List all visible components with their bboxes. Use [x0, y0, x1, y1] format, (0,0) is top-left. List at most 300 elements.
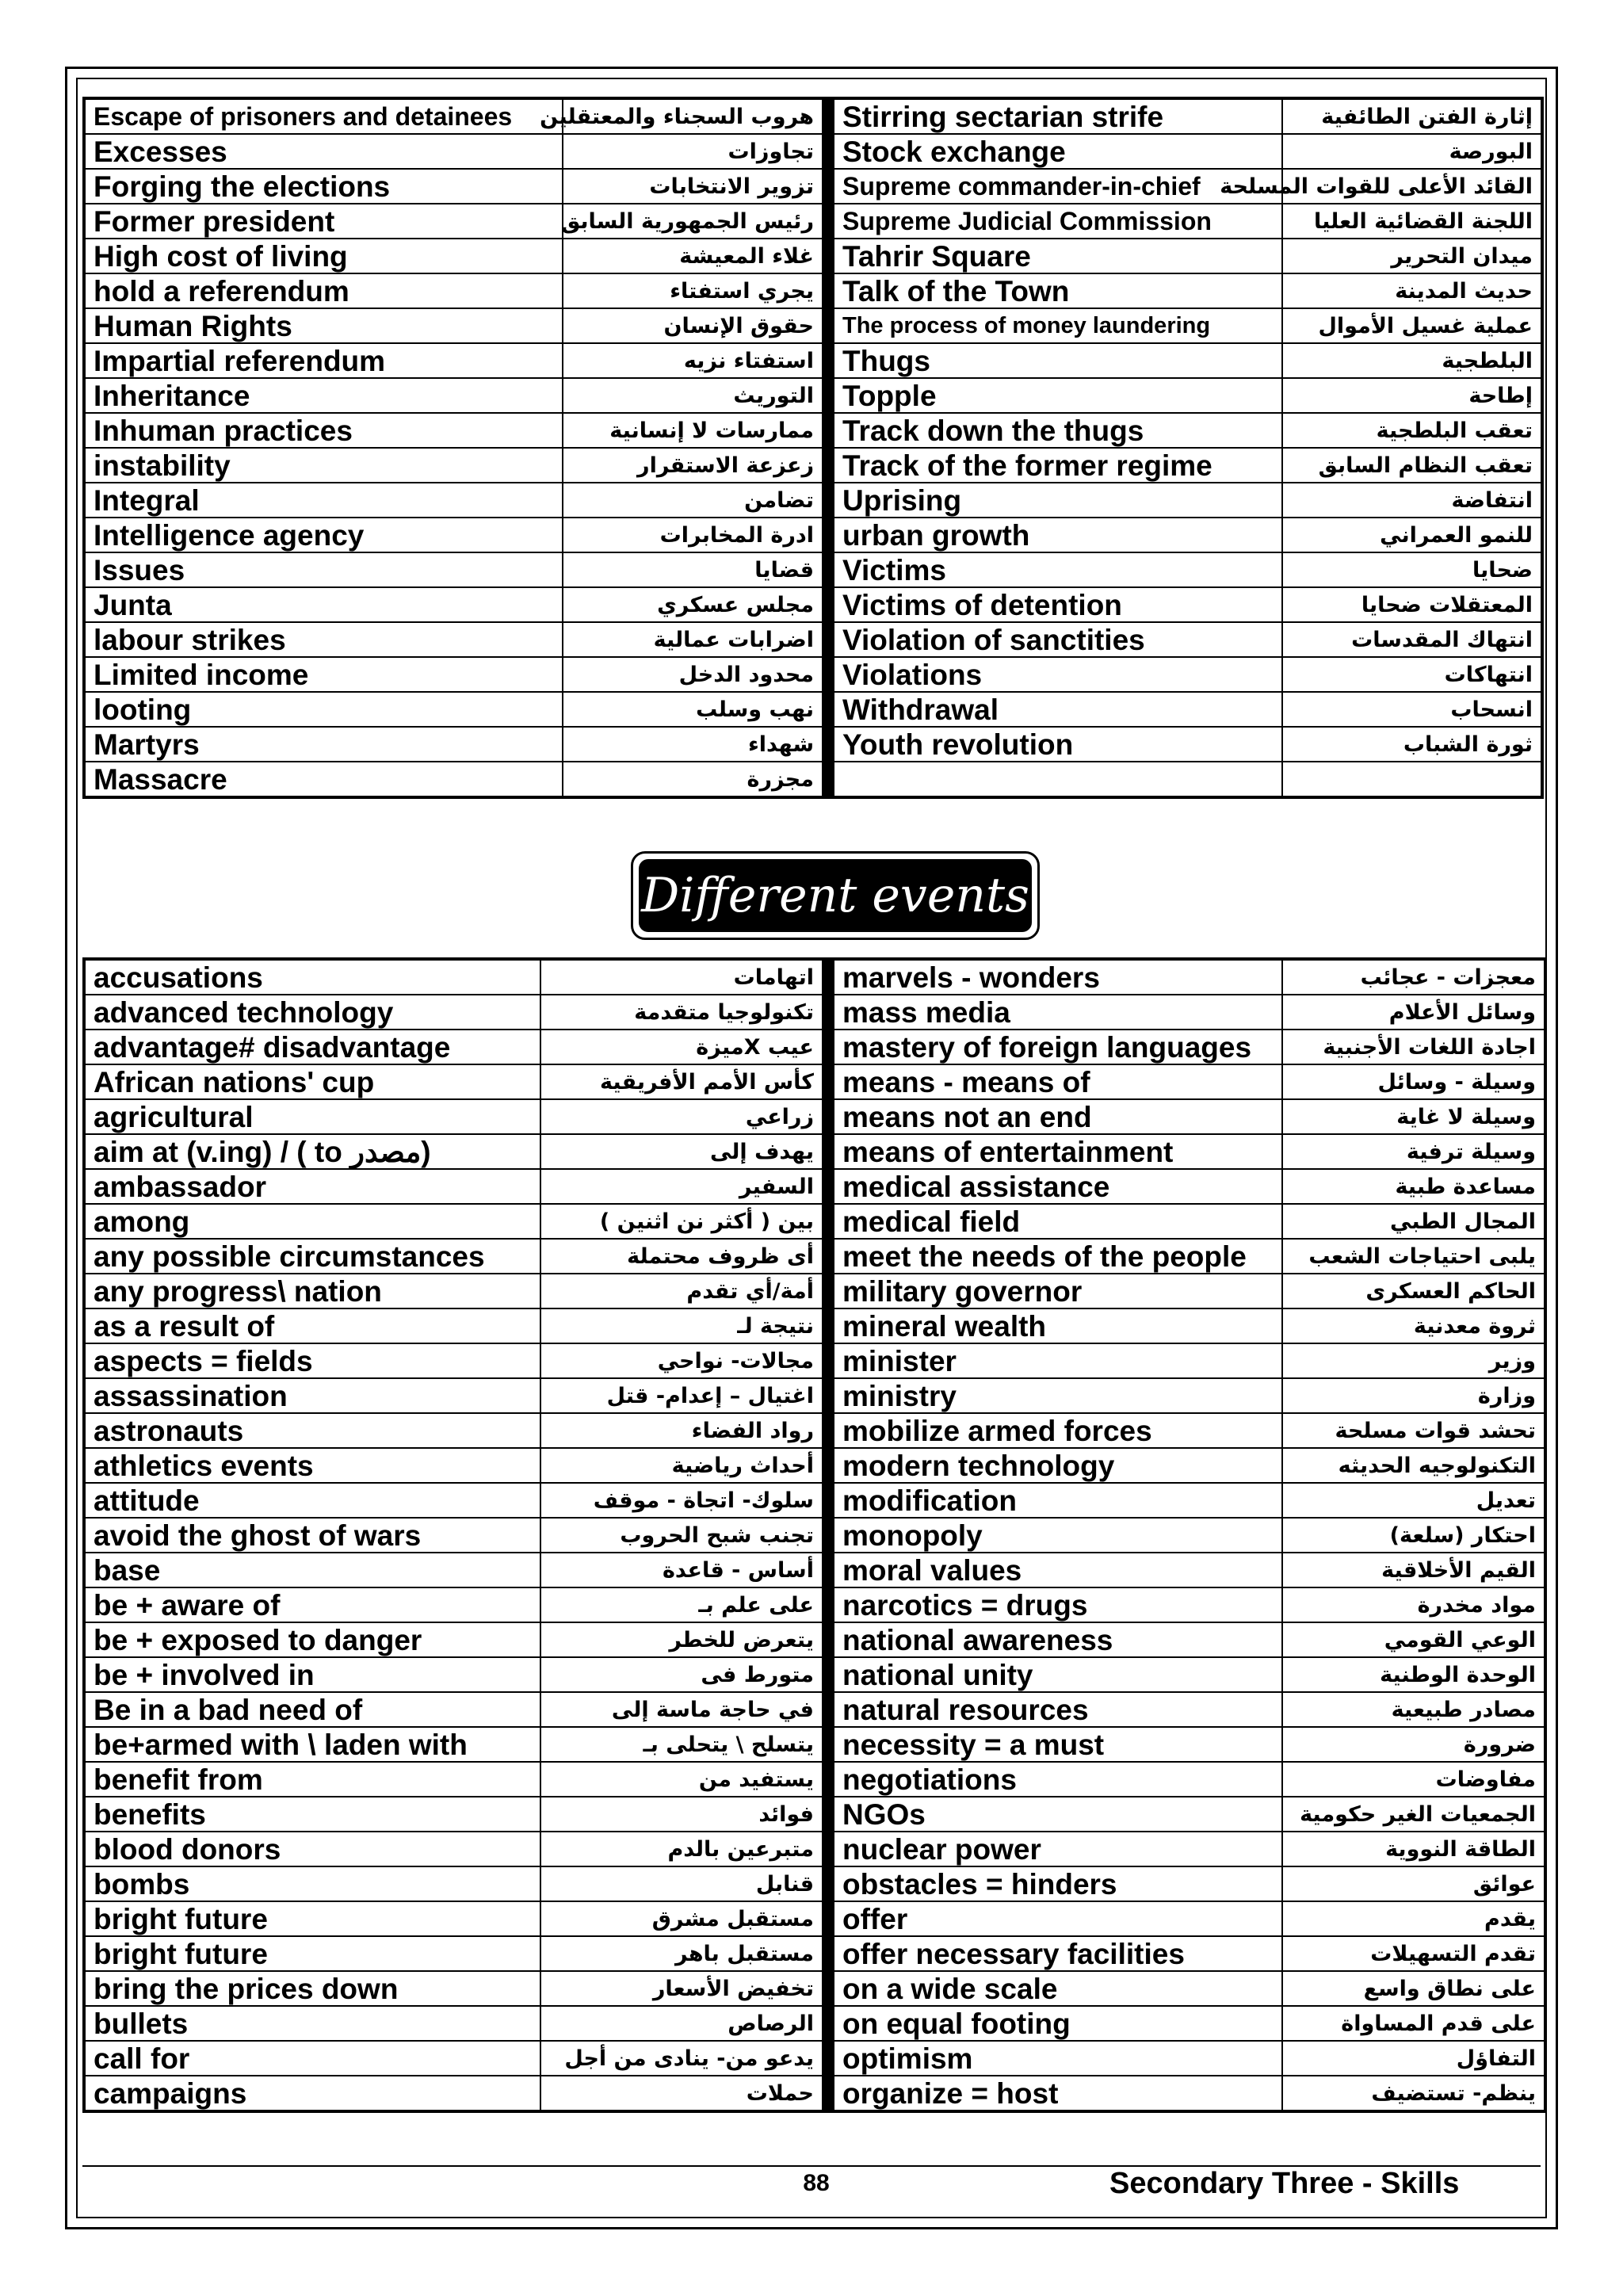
term-arabic: الطاقة النووية — [1282, 1832, 1545, 1866]
table-row — [84, 1099, 1545, 1134]
column-divider — [823, 552, 834, 587]
term-english: attitude — [84, 1483, 540, 1518]
term-arabic: التفاؤل — [1282, 2041, 1545, 2076]
term-arabic: أحداث رياضية — [540, 1448, 823, 1483]
term-arabic: عملية غسيل الأموال — [1282, 308, 1542, 343]
term-arabic: تعقب البلطجية — [1282, 413, 1542, 448]
term-english: Human Rights — [84, 308, 563, 343]
column-divider — [823, 657, 834, 692]
term-english: offer — [834, 1901, 1282, 1936]
term-arabic: وزير — [1282, 1343, 1545, 1378]
term-arabic: انتفاضة — [1282, 483, 1542, 518]
term-arabic: اللجنة القضائية العليا — [1282, 204, 1542, 239]
term-english: national awareness — [834, 1622, 1282, 1657]
term-english: among — [84, 1204, 540, 1239]
term-arabic: اتهامات — [540, 959, 823, 995]
term-english: advanced technology — [84, 995, 540, 1030]
term-arabic: تخفيض الأسعار — [540, 1971, 823, 2006]
term-english: looting — [84, 692, 563, 727]
table-row — [84, 1378, 1545, 1413]
term-arabic: التوريث — [563, 378, 823, 413]
term-english: mass media — [834, 995, 1282, 1030]
term-english: Martyrs — [84, 727, 563, 762]
column-divider — [823, 1901, 834, 1936]
term-english: benefit from — [84, 1762, 540, 1797]
term-arabic: حقوق الإنسان — [563, 308, 823, 343]
page-number: 88 — [803, 2170, 830, 2196]
column-divider — [823, 1692, 834, 1727]
term-english: modification — [834, 1483, 1282, 1518]
term-english: be+armed with \ laden with — [84, 1727, 540, 1762]
term-english: marvels - wonders — [834, 959, 1282, 995]
term-arabic: يقدم — [1282, 1901, 1545, 1936]
table-row — [84, 1587, 1545, 1622]
column-divider — [823, 1204, 834, 1239]
term-arabic: يتسلح \ يتحلى بـ — [540, 1727, 823, 1762]
term-english: natural resources — [834, 1692, 1282, 1727]
term-arabic: مستقبل مشرق — [540, 1901, 823, 1936]
table-row — [84, 483, 1542, 518]
term-english: medical field — [834, 1204, 1282, 1239]
term-english: as a result of — [84, 1308, 540, 1343]
table-row — [84, 587, 1542, 622]
table-row — [84, 2041, 1545, 2076]
term-arabic: الحاكم العسكرى — [1282, 1274, 1545, 1308]
table-row — [84, 448, 1542, 483]
column-divider — [823, 1483, 834, 1518]
term-arabic: تزوير الانتخابات — [563, 169, 823, 204]
term-arabic: ينظم- تستضيف — [1282, 2076, 1545, 2111]
term-english: national unity — [834, 1657, 1282, 1692]
term-english: Inheritance — [84, 378, 563, 413]
table-row — [84, 1727, 1545, 1762]
term-arabic: للنمو العمراني — [1282, 518, 1542, 552]
term-arabic: مواد مخدرة — [1282, 1587, 1545, 1622]
table-row — [84, 1936, 1545, 1971]
table-row — [84, 1622, 1545, 1657]
term-english: bullets — [84, 2006, 540, 2041]
term-arabic: فوائد — [540, 1797, 823, 1832]
table-row — [84, 1204, 1545, 1239]
table-row — [84, 995, 1545, 1030]
term-english: obstacles = hinders — [834, 1866, 1282, 1901]
column-divider — [823, 1727, 834, 1762]
term-english: Victims of detention — [834, 587, 1282, 622]
term-english: assassination — [84, 1378, 540, 1413]
term-arabic: وسيلة ترفية — [1282, 1134, 1545, 1169]
term-arabic: وسيلة لا غاية — [1282, 1099, 1545, 1134]
table-row — [84, 1064, 1545, 1099]
term-arabic: نتيجة لـ — [540, 1308, 823, 1343]
term-english: instability — [84, 448, 563, 483]
term-arabic: مجلس عسكري — [563, 587, 823, 622]
term-arabic: انتهاك المقدسات — [1282, 622, 1542, 657]
term-english: aspects = fields — [84, 1343, 540, 1378]
term-arabic: على نطاق واسع — [1282, 1971, 1545, 2006]
table-row — [84, 204, 1542, 239]
term-english: Withdrawal — [834, 692, 1282, 727]
term-english: be + aware of — [84, 1587, 540, 1622]
term-english: mobilize armed forces — [834, 1413, 1282, 1448]
term-arabic: أمة/أي تقدم — [540, 1274, 823, 1308]
term-english: any possible circumstances — [84, 1239, 540, 1274]
term-arabic: ادرة المخابرات — [563, 518, 823, 552]
term-arabic: أساس - قاعدة — [540, 1553, 823, 1587]
column-divider — [823, 518, 834, 552]
column-divider — [823, 378, 834, 413]
column-divider — [823, 959, 834, 995]
term-english: accusations — [84, 959, 540, 995]
column-divider — [823, 2006, 834, 2041]
column-divider — [823, 448, 834, 483]
section-title-banner — [631, 851, 1040, 940]
term-english: narcotics = drugs — [834, 1587, 1282, 1622]
column-divider — [823, 1762, 834, 1797]
term-arabic: مساعدة طبية — [1282, 1169, 1545, 1204]
table-row — [84, 273, 1542, 308]
column-divider — [823, 2076, 834, 2111]
table-row — [84, 1030, 1545, 1064]
term-english — [834, 762, 1282, 797]
term-english: modern technology — [834, 1448, 1282, 1483]
column-divider — [823, 1274, 834, 1308]
table-row — [84, 1413, 1545, 1448]
table-row — [84, 959, 1545, 995]
term-arabic: ثورة الشباب — [1282, 727, 1542, 762]
term-english: military governor — [834, 1274, 1282, 1308]
term-arabic: عوائق — [1282, 1866, 1545, 1901]
table-row — [84, 169, 1542, 204]
term-arabic: نهب وسلب — [563, 692, 823, 727]
table-row — [84, 727, 1542, 762]
column-divider — [823, 273, 834, 308]
term-arabic: ميدان التحرير — [1282, 239, 1542, 273]
term-arabic: غلاء المعيشة — [563, 239, 823, 273]
column-divider — [823, 343, 834, 378]
term-english: aim at (v.ing) / ( to مصدر) — [84, 1134, 540, 1169]
column-divider — [823, 1832, 834, 1866]
table-row — [84, 1657, 1545, 1692]
term-arabic: الوحدة الوطنية — [1282, 1657, 1545, 1692]
term-arabic: ضحايا — [1282, 552, 1542, 587]
term-arabic: ثروة معدنية — [1282, 1308, 1545, 1343]
term-english: Impartial referendum — [84, 343, 563, 378]
column-divider — [823, 1378, 834, 1413]
term-english: on a wide scale — [834, 1971, 1282, 2006]
term-english: Thugs — [834, 343, 1282, 378]
column-divider — [823, 587, 834, 622]
table-row — [84, 378, 1542, 413]
term-arabic: مستقبل باهر — [540, 1936, 823, 1971]
term-english: optimism — [834, 2041, 1282, 2076]
table-row — [84, 1692, 1545, 1727]
term-english: nuclear power — [834, 1832, 1282, 1866]
term-arabic: الوعي القومي — [1282, 1622, 1545, 1657]
term-arabic: شهداء — [563, 727, 823, 762]
column-divider — [823, 1657, 834, 1692]
term-arabic: على قدم المساواة — [1282, 2006, 1545, 2041]
column-divider — [823, 762, 834, 797]
term-arabic: وزارة — [1282, 1378, 1545, 1413]
table-row — [84, 1308, 1545, 1343]
term-arabic: مصادر طبيعية — [1282, 1692, 1545, 1727]
column-divider — [823, 622, 834, 657]
term-english: Youth revolution — [834, 727, 1282, 762]
column-divider — [823, 1553, 834, 1587]
table-row — [84, 1762, 1545, 1797]
table-row — [84, 1832, 1545, 1866]
term-english: meet the needs of the people — [834, 1239, 1282, 1274]
term-english: avoid the ghost of wars — [84, 1518, 540, 1553]
term-english: medical assistance — [834, 1169, 1282, 1204]
column-divider — [823, 1622, 834, 1657]
term-english: labour strikes — [84, 622, 563, 657]
column-divider — [823, 483, 834, 518]
term-arabic: المعتقلات ضحايا — [1282, 587, 1542, 622]
term-arabic: في حاجة ماسة إلى — [540, 1692, 823, 1727]
column-divider — [823, 169, 834, 204]
vocab-table-bottom — [82, 957, 1547, 2113]
term-english: means - means of — [834, 1064, 1282, 1099]
term-english: Forging the elections — [84, 169, 563, 204]
term-arabic: تحشد قوات مسلحة — [1282, 1413, 1545, 1448]
term-arabic: مجالات- نواحي — [540, 1343, 823, 1378]
term-arabic: تجاوزات — [563, 134, 823, 169]
footer-title: Secondary Three - Skills — [1109, 2167, 1460, 2200]
term-english: NGOs — [834, 1797, 1282, 1832]
column-divider — [823, 98, 834, 134]
table-row — [84, 1971, 1545, 2006]
table-row — [84, 1866, 1545, 1901]
table-row — [84, 657, 1542, 692]
term-arabic: على علم بـ — [540, 1587, 823, 1622]
term-arabic: مفاوضات — [1282, 1762, 1545, 1797]
term-english: Former president — [84, 204, 563, 239]
term-arabic: تقدم التسهيلات — [1282, 1936, 1545, 1971]
term-english: Intelligence agency — [84, 518, 563, 552]
table-row — [84, 518, 1542, 552]
column-divider — [823, 2041, 834, 2076]
term-english: campaigns — [84, 2076, 540, 2111]
table-row — [84, 1901, 1545, 1936]
term-english: be + involved in — [84, 1657, 540, 1692]
table-row — [84, 692, 1542, 727]
table-row — [84, 1483, 1545, 1518]
term-arabic: اغتيال – إعدام- قتل — [540, 1378, 823, 1413]
column-divider — [823, 308, 834, 343]
term-english: Violation of sanctities — [834, 622, 1282, 657]
term-english: means not an end — [834, 1099, 1282, 1134]
term-arabic: إثارة الفتن الطائفية — [1282, 98, 1542, 134]
term-english: bring the prices down — [84, 1971, 540, 2006]
table-row — [84, 2006, 1545, 2041]
term-english: High cost of living — [84, 239, 563, 273]
term-english: Inhuman practices — [84, 413, 563, 448]
term-english: mastery of foreign languages — [834, 1030, 1282, 1064]
term-english: Limited income — [84, 657, 563, 692]
table-row — [84, 343, 1542, 378]
term-english: means of entertainment — [834, 1134, 1282, 1169]
column-divider — [823, 1797, 834, 1832]
column-divider — [823, 1971, 834, 2006]
table-row — [84, 1553, 1545, 1587]
term-arabic: تعقب النظام السابق — [1282, 448, 1542, 483]
term-arabic: وسيلة - وسائل — [1282, 1064, 1545, 1099]
term-english: call for — [84, 2041, 540, 2076]
term-english: benefits — [84, 1797, 540, 1832]
term-english: mineral wealth — [834, 1308, 1282, 1343]
term-arabic: الرصاص — [540, 2006, 823, 2041]
table-row — [84, 308, 1542, 343]
term-arabic: ضرورة — [1282, 1727, 1545, 1762]
term-arabic: القيم الأخلاقية — [1282, 1553, 1545, 1587]
column-divider — [823, 1239, 834, 1274]
term-arabic: تعديل — [1282, 1483, 1545, 1518]
column-divider — [823, 1936, 834, 1971]
term-english: urban growth — [834, 518, 1282, 552]
term-arabic: معجزات - عجائب — [1282, 959, 1545, 995]
column-divider — [823, 727, 834, 762]
term-english: minister — [834, 1343, 1282, 1378]
term-arabic: مجزرة — [563, 762, 823, 797]
table-row — [84, 239, 1542, 273]
term-arabic: ممارسات لا إنسانية — [563, 413, 823, 448]
table-row — [84, 1343, 1545, 1378]
table-row — [84, 2076, 1545, 2111]
term-arabic: انسحاب — [1282, 692, 1542, 727]
term-english: African nations' cup — [84, 1064, 540, 1099]
term-arabic: متبرعين بالدم — [540, 1832, 823, 1866]
term-arabic: السفير — [540, 1169, 823, 1204]
term-english: organize = host — [834, 2076, 1282, 2111]
table-row — [84, 1274, 1545, 1308]
term-english: be + exposed to danger — [84, 1622, 540, 1657]
column-divider — [823, 1308, 834, 1343]
term-arabic: يستفيد من — [540, 1762, 823, 1797]
table-row — [84, 1448, 1545, 1483]
column-divider — [823, 1064, 834, 1099]
term-arabic: زعزعة الاستقرار — [563, 448, 823, 483]
term-english: Escape of prisoners and detainees — [84, 98, 563, 134]
term-arabic: محدود الدخل — [563, 657, 823, 692]
term-english: any progress\ nation — [84, 1274, 540, 1308]
term-english: ambassador — [84, 1169, 540, 1204]
table-row — [84, 1518, 1545, 1553]
term-arabic: تضامن — [563, 483, 823, 518]
term-english: agricultural — [84, 1099, 540, 1134]
term-arabic: وسائل الأعلام — [1282, 995, 1545, 1030]
term-arabic: قنابل — [540, 1866, 823, 1901]
term-arabic: سلوك- اتجاة - موقف — [540, 1483, 823, 1518]
term-english: Integral — [84, 483, 563, 518]
term-arabic: بين ( أكثر نن اثنين ) — [540, 1204, 823, 1239]
term-english: Excesses — [84, 134, 563, 169]
table-row — [84, 762, 1542, 797]
term-english: astronauts — [84, 1413, 540, 1448]
term-arabic: البورصة — [1282, 134, 1542, 169]
term-english: Issues — [84, 552, 563, 587]
term-arabic: حديث المدينة — [1282, 273, 1542, 308]
term-english: Supreme Judicial Commission — [834, 204, 1282, 239]
column-divider — [823, 239, 834, 273]
column-divider — [823, 1413, 834, 1448]
term-english: bright future — [84, 1936, 540, 1971]
table-row — [84, 134, 1542, 169]
term-english: Junta — [84, 587, 563, 622]
term-arabic: اجادة اللغات الأجنبية — [1282, 1030, 1545, 1064]
term-english: monopoly — [834, 1518, 1282, 1553]
term-arabic: احتكار (سلعة) — [1282, 1518, 1545, 1553]
column-divider — [823, 1030, 834, 1064]
table-row — [84, 552, 1542, 587]
term-english: base — [84, 1553, 540, 1587]
term-english: Stirring sectarian strife — [834, 98, 1282, 134]
term-arabic: هروب السجناء والمعتقلين — [563, 98, 823, 134]
column-divider — [823, 1343, 834, 1378]
term-arabic: يهدف إلى — [540, 1134, 823, 1169]
term-arabic: التكنولوجيه الحديثه — [1282, 1448, 1545, 1483]
term-english: on equal footing — [834, 2006, 1282, 2041]
term-english: Track down the thugs — [834, 413, 1282, 448]
term-english: Track of the former regime — [834, 448, 1282, 483]
term-arabic: القائد الأعلى للقوات المسلحة — [1282, 169, 1542, 204]
column-divider — [823, 413, 834, 448]
column-divider — [823, 1169, 834, 1204]
term-arabic: يتعرض للخطر — [540, 1622, 823, 1657]
term-arabic: أى ظروف محتملة — [540, 1239, 823, 1274]
term-arabic: استفتاء نزيه — [563, 343, 823, 378]
term-english: Violations — [834, 657, 1282, 692]
column-divider — [823, 204, 834, 239]
term-arabic: المجال الطبي — [1282, 1204, 1545, 1239]
column-divider — [823, 1587, 834, 1622]
term-arabic: إطاحة — [1282, 378, 1542, 413]
term-english: Tahrir Square — [834, 239, 1282, 273]
term-english: Be in a bad need of — [84, 1692, 540, 1727]
term-english: Massacre — [84, 762, 563, 797]
term-english: Uprising — [834, 483, 1282, 518]
term-arabic — [1282, 762, 1542, 797]
term-english: athletics events — [84, 1448, 540, 1483]
term-english: necessity = a must — [834, 1727, 1282, 1762]
term-arabic: اضرابات عمالية — [563, 622, 823, 657]
term-arabic: انتهاكات — [1282, 657, 1542, 692]
term-arabic: رواد الفضاء — [540, 1413, 823, 1448]
term-arabic: يجري استفتاء — [563, 273, 823, 308]
term-english: The process of money laundering — [834, 308, 1282, 343]
term-arabic: يلبى احتياجات الشعب — [1282, 1239, 1545, 1274]
table-row — [84, 1169, 1545, 1204]
term-english: hold a referendum — [84, 273, 563, 308]
term-english: negotiations — [834, 1762, 1282, 1797]
term-english: advantage# disadvantage — [84, 1030, 540, 1064]
table-row — [84, 98, 1542, 134]
term-english: Stock exchange — [834, 134, 1282, 169]
term-english: bright future — [84, 1901, 540, 1936]
term-arabic: زراعي — [540, 1099, 823, 1134]
term-arabic: قضايا — [563, 552, 823, 587]
term-arabic: تجنب شبح الحروب — [540, 1518, 823, 1553]
table-row — [84, 413, 1542, 448]
column-divider — [823, 995, 834, 1030]
term-arabic: حملات — [540, 2076, 823, 2111]
section-title: Different events — [639, 859, 1032, 932]
table-row — [84, 1134, 1545, 1169]
term-arabic: تكنولوجيا متقدمة — [540, 995, 823, 1030]
term-english: blood donors — [84, 1832, 540, 1866]
term-english: Talk of the Town — [834, 273, 1282, 308]
column-divider — [823, 1134, 834, 1169]
